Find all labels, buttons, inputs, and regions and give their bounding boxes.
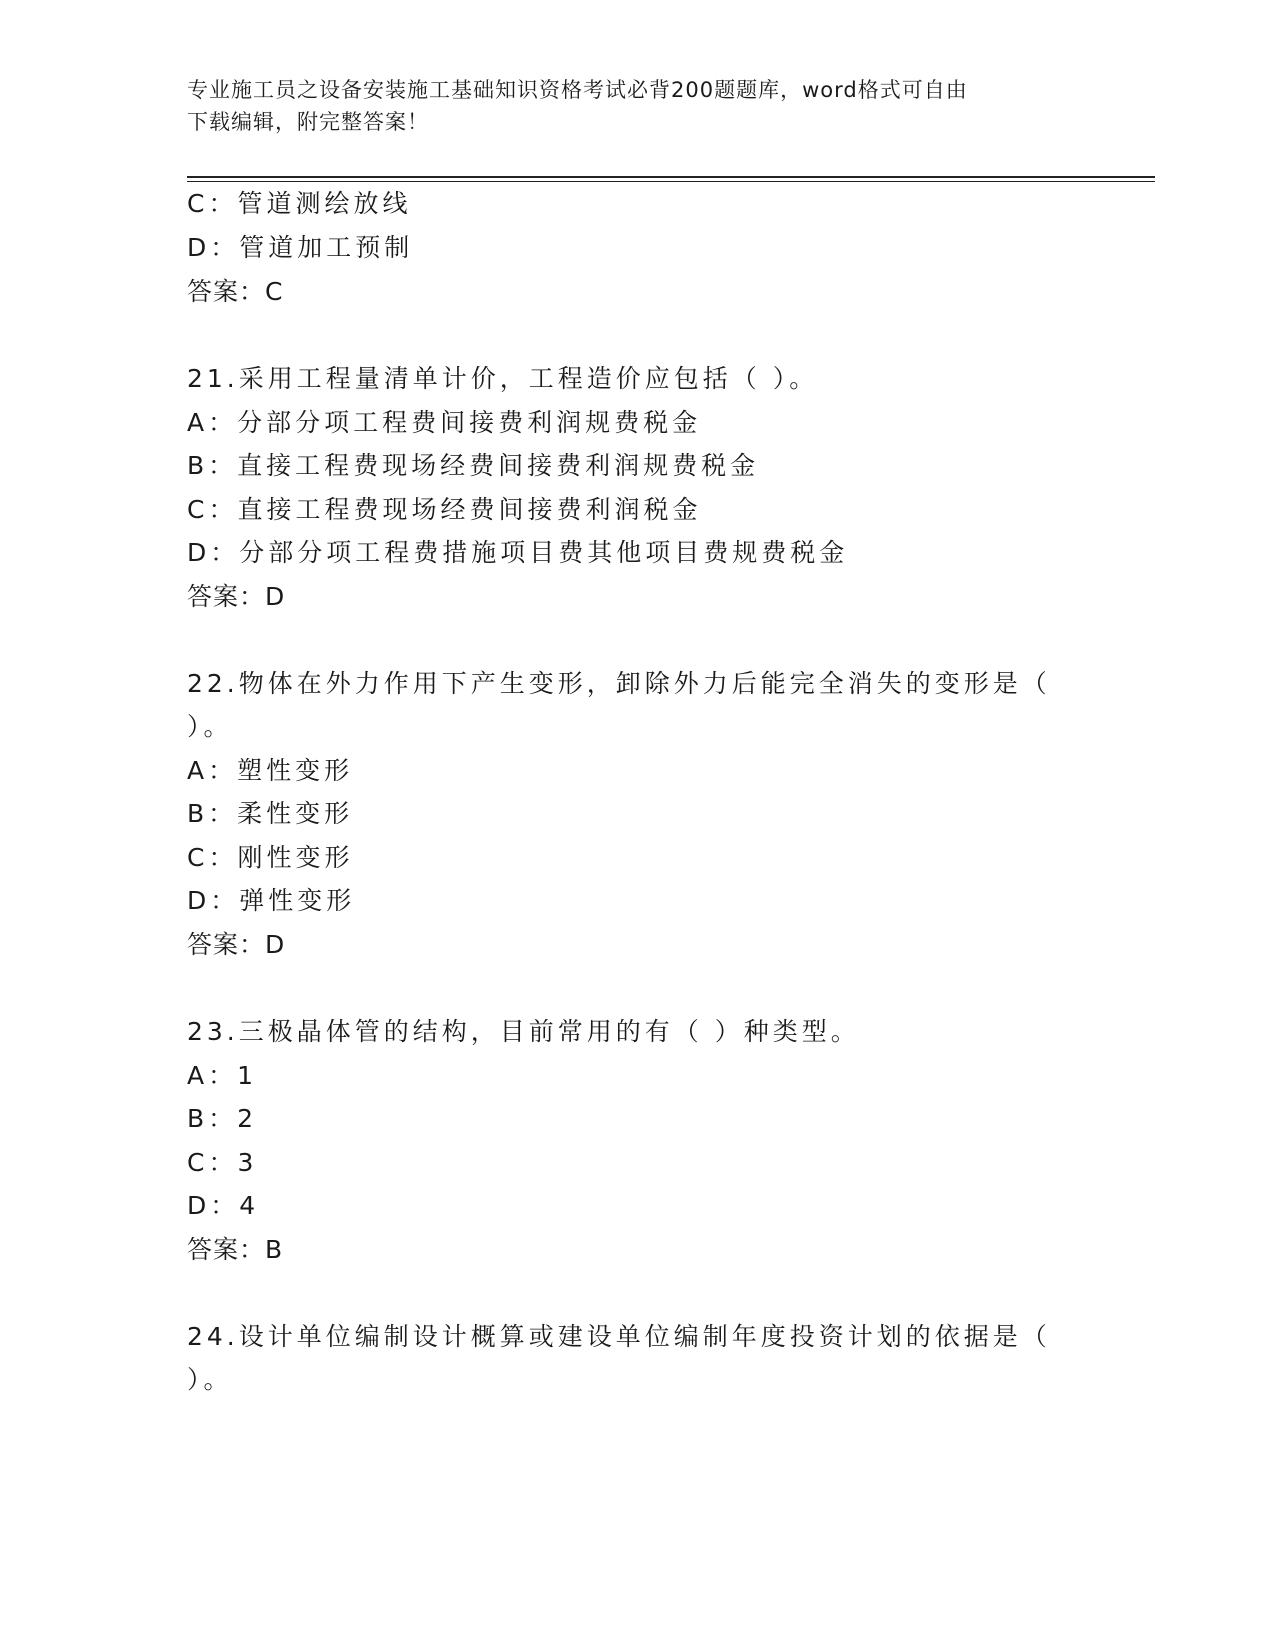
question-21-answer: 答案：D <box>187 582 286 611</box>
question-22-option-b: B：柔性变形 <box>187 799 354 828</box>
question-21-option-c: C：直接工程费现场经费间接费利润税金 <box>187 495 702 524</box>
question-24-stem-cont: ）。 <box>187 1365 233 1394</box>
header-line-1: 专业施工员之设备安装施工基础知识资格考试必背200题题库，word格式可自由 <box>187 78 968 102</box>
question-24-stem: 24.设计单位编制设计概算或建设单位编制年度投资计划的依据是（ <box>187 1322 1051 1351</box>
option-c: C：管道测绘放线 <box>187 189 412 218</box>
question-23-option-c: C：3 <box>187 1148 258 1177</box>
header-divider <box>187 176 1155 182</box>
question-21-option-d: D：分部分项工程费措施项目费其他项目费规费税金 <box>187 538 849 567</box>
question-23-option-a: A：1 <box>187 1061 258 1090</box>
question-22-option-c: C：刚性变形 <box>187 843 354 872</box>
question-23-option-b: B：2 <box>187 1104 258 1133</box>
header-line-2: 下载编辑，附完整答案！ <box>187 110 429 134</box>
question-22-option-a: A：塑性变形 <box>187 756 354 785</box>
question-23-option-d: D：4 <box>187 1191 260 1220</box>
question-21-stem: 21.采用工程量清单计价，工程造价应包括（ ）。 <box>187 364 819 393</box>
question-22-option-d: D：弹性变形 <box>187 886 356 915</box>
question-22-answer: 答案：D <box>187 930 286 959</box>
document-header <box>187 74 1067 138</box>
question-22-stem: 22.物体在外力作用下产生变形，卸除外力后能完全消失的变形是（ <box>187 669 1051 698</box>
answer-line: 答案：C <box>187 277 284 306</box>
question-21-option-b: B：直接工程费现场经费间接费利润规费税金 <box>187 451 760 480</box>
question-23-stem: 23.三极晶体管的结构，目前常用的有（ ）种类型。 <box>187 1017 860 1046</box>
option-d: D：管道加工预制 <box>187 233 414 262</box>
question-23-answer: 答案：B <box>187 1235 284 1264</box>
question-22-stem-cont: ）。 <box>187 712 233 741</box>
question-21-option-a: A：分部分项工程费间接费利润规费税金 <box>187 408 702 437</box>
